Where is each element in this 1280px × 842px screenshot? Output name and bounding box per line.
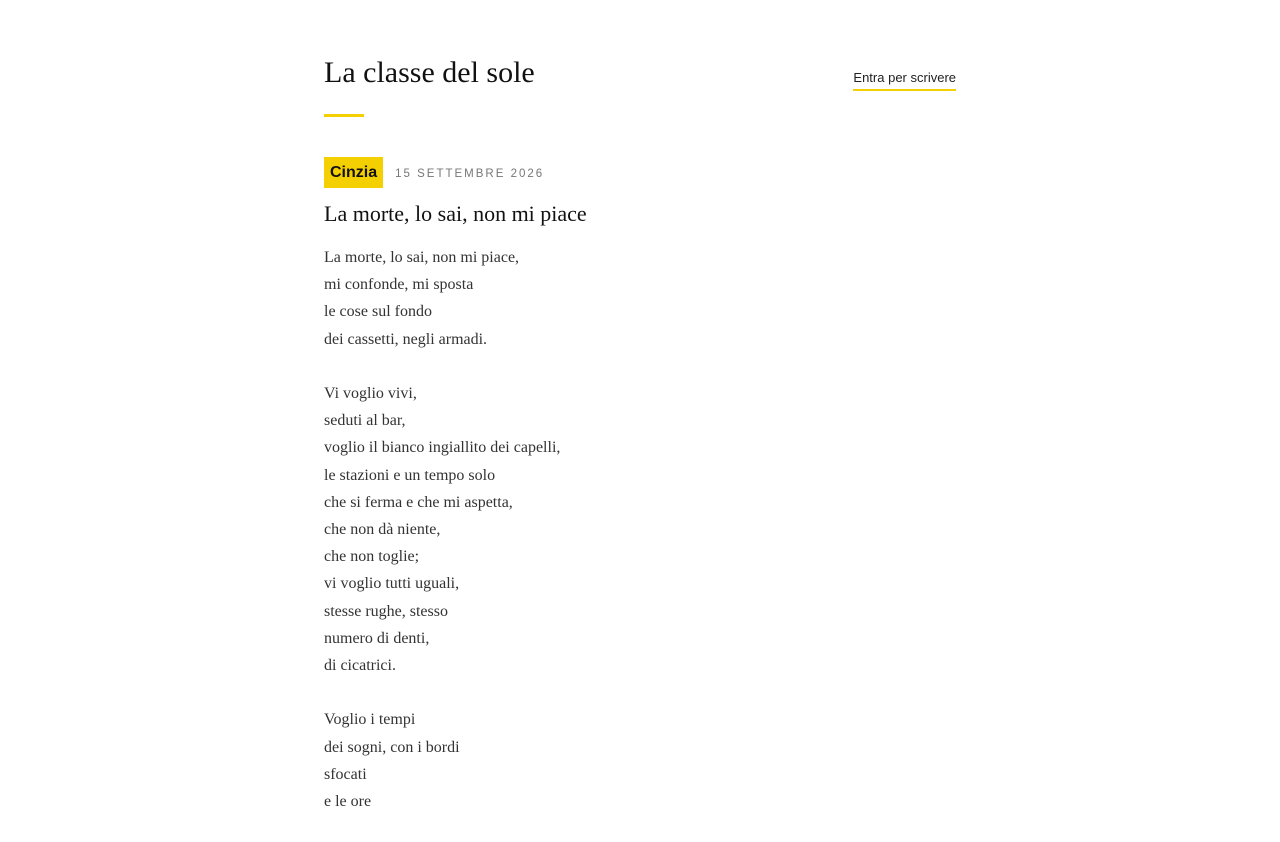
poem-verse: seduti al bar, bbox=[324, 412, 406, 430]
poem-verse: dei cassetti, negli armadi. bbox=[324, 330, 488, 348]
poem-verse: stesse rughe, stesso bbox=[324, 602, 448, 620]
poem-verse: e le ore bbox=[324, 793, 372, 811]
poem-verse: La morte, lo sai, non mi piace, bbox=[324, 249, 520, 266]
poem-body bbox=[324, 244, 956, 842]
poem-verse: Voglio i tempi bbox=[324, 711, 416, 729]
author-badge[interactable]: Cinzia bbox=[324, 157, 383, 188]
poem-verse: voglio il bianco ingiallito dei capelli, bbox=[324, 439, 561, 457]
login-link[interactable]: Entra per scrivere bbox=[853, 69, 956, 91]
poem-verse: che non dà niente, bbox=[324, 521, 441, 539]
poem-stanza bbox=[324, 706, 956, 815]
poem-stanza bbox=[324, 380, 956, 679]
poem-verse: di cicatrici. bbox=[324, 657, 396, 675]
poem-verse: le cose sul fondo bbox=[324, 303, 432, 321]
poem-verse: che si ferma e che mi aspetta, bbox=[324, 493, 513, 511]
post-date: 15 SETTEMBRE 2026 bbox=[395, 168, 545, 180]
post-meta bbox=[324, 157, 544, 188]
page-content bbox=[324, 0, 956, 811]
poem-verse: Vi voglio vivi, bbox=[324, 385, 417, 402]
poem-stanza bbox=[324, 244, 956, 353]
poem-verse: mi confonde, mi sposta bbox=[324, 276, 474, 294]
post-title[interactable]: La morte, lo sai, non mi piace bbox=[324, 201, 587, 226]
poem-verse: sfocati bbox=[324, 765, 367, 783]
site-header bbox=[324, 0, 956, 118]
poem-verse: vi voglio tutti uguali, bbox=[324, 575, 460, 593]
site-title[interactable]: La classe del sole bbox=[324, 56, 535, 89]
poem-verse: le stazioni e un tempo solo bbox=[324, 466, 496, 484]
title-underline bbox=[324, 114, 364, 117]
poem-verse: dei sogni, con i bordi bbox=[324, 738, 460, 756]
poem-verse: che non toglie; bbox=[324, 548, 420, 566]
poem-verse: numero di denti, bbox=[324, 629, 430, 647]
